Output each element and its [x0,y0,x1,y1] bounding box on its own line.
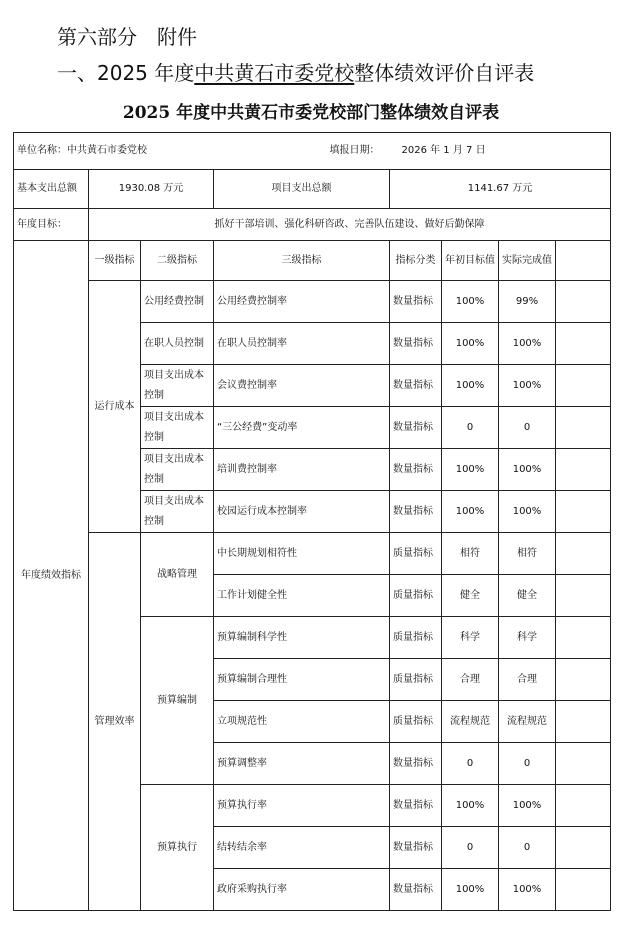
target-cell: 100% [442,491,499,533]
target-cell: 100% [442,785,499,827]
header-level2: 二级指标 [141,241,214,281]
header-level1: 一级指标 [89,241,141,281]
category-cell: 数量指标 [390,743,442,785]
empty-cell [556,575,611,617]
level3-cell: 预算调整率 [214,743,390,785]
empty-cell [556,365,611,407]
actual-cell: 相符 [499,533,556,575]
target-cell: 合理 [442,659,499,701]
subtitle-unit-name: 中共黄石市委党校 [194,61,355,85]
subtitle-prefix: 一、2025 年度 [57,61,195,85]
empty-cell [556,241,611,281]
annual-goal-value: 抓好干部培训、强化科研咨政、完善队伍建设、做好后勤保障 [89,209,611,241]
actual-cell: 流程规范 [499,701,556,743]
actual-cell: 0 [499,827,556,869]
target-cell: 0 [442,827,499,869]
category-cell: 质量指标 [390,533,442,575]
category-cell: 数量指标 [390,323,442,365]
category-cell: 数量指标 [390,365,442,407]
fill-date-cell [329,133,611,170]
annual-indicator-label: 年度绩效指标 [14,241,89,911]
actual-cell: 100% [499,323,556,365]
category-cell: 质量指标 [390,575,442,617]
unit-name-value: 中共黄石市委党校 [67,145,147,156]
header-target: 年初目标值 [442,241,499,281]
category-cell: 质量指标 [390,701,442,743]
level2-cell: 项目支出成本控制 [141,407,214,449]
level3-cell: 政府采购执行率 [214,869,390,911]
actual-cell: 科学 [499,617,556,659]
header-level3: 三级指标 [214,241,390,281]
project-expense-value: 1141.67 万元 [390,170,611,209]
target-cell: 流程规范 [442,701,499,743]
table-header-row [14,241,611,281]
level3-cell: 在职人员控制率 [214,323,390,365]
actual-cell: 100% [499,365,556,407]
group-label-operating-cost: 运行成本 [89,281,141,533]
category-cell: 数量指标 [390,869,442,911]
subgroup-label-budget-preparation: 预算编制 [141,617,214,785]
level3-cell: 中长期规划相符性 [214,533,390,575]
group-label-management-efficiency: 管理效率 [89,533,141,911]
actual-cell: 100% [499,491,556,533]
basic-expense-value: 1930.08 万元 [89,170,214,209]
fill-date-value: 2026 年 1 月 7 日 [401,145,486,156]
empty-cell [556,743,611,785]
level2-cell: 项目支出成本控制 [141,449,214,491]
actual-cell: 100% [499,449,556,491]
self-evaluation-table [13,132,611,911]
actual-cell: 健全 [499,575,556,617]
empty-cell [556,827,611,869]
category-cell: 数量指标 [390,281,442,323]
target-cell: 健全 [442,575,499,617]
level2-cell: 在职人员控制 [141,323,214,365]
unit-name-label: 单位名称： [17,145,67,156]
level3-cell: 培训费控制率 [214,449,390,491]
level3-cell: “三公经费”变动率 [214,407,390,449]
actual-cell: 合理 [499,659,556,701]
target-cell: 0 [442,743,499,785]
level3-cell: 会议费控制率 [214,365,390,407]
level3-cell: 立项规范性 [214,701,390,743]
target-cell: 科学 [442,617,499,659]
annual-goal-row [14,209,611,241]
empty-cell [556,785,611,827]
annual-goal-label: 年度目标： [14,209,89,241]
expense-row [14,170,611,209]
actual-cell: 100% [499,785,556,827]
level3-cell: 校园运行成本控制率 [214,491,390,533]
level2-cell: 项目支出成本控制 [141,365,214,407]
subtitle-suffix: 整体绩效评价自评表 [354,61,535,85]
level3-cell: 公用经费控制率 [214,281,390,323]
category-cell: 数量指标 [390,491,442,533]
level3-cell: 工作计划健全性 [214,575,390,617]
category-cell: 质量指标 [390,617,442,659]
target-cell: 0 [442,407,499,449]
table-row [14,281,611,323]
actual-cell: 100% [499,869,556,911]
unit-info-row [14,133,611,170]
header-category: 指标分类 [390,241,442,281]
level2-cell: 公用经费控制 [141,281,214,323]
subgroup-label-strategy: 战略管理 [141,533,214,617]
level2-cell: 项目支出成本控制 [141,491,214,533]
basic-expense-label: 基本支出总额 [14,170,89,209]
target-cell: 100% [442,281,499,323]
empty-cell [556,533,611,575]
category-cell: 数量指标 [390,407,442,449]
target-cell: 100% [442,449,499,491]
target-cell: 相符 [442,533,499,575]
target-cell: 100% [442,323,499,365]
level3-cell: 结转结余率 [214,827,390,869]
document-subtitle [57,58,534,88]
subgroup-label-budget-execution: 预算执行 [141,785,214,911]
empty-cell [556,449,611,491]
category-cell: 数量指标 [390,785,442,827]
level3-cell: 预算编制科学性 [214,617,390,659]
target-cell: 100% [442,365,499,407]
actual-cell: 0 [499,743,556,785]
empty-cell [556,617,611,659]
table-title: 2025 年度中共黄石市委党校部门整体绩效自评表 [122,103,500,123]
empty-cell [556,491,611,533]
level3-cell: 预算执行率 [214,785,390,827]
empty-cell [556,407,611,449]
empty-cell [556,659,611,701]
actual-cell: 99% [499,281,556,323]
actual-cell: 0 [499,407,556,449]
section-heading: 第六部分 附件 [57,25,197,49]
target-cell: 100% [442,869,499,911]
project-expense-label: 项目支出总额 [214,170,390,209]
empty-cell [556,323,611,365]
category-cell: 质量指标 [390,659,442,701]
level3-cell: 预算编制合理性 [214,659,390,701]
empty-cell [556,281,611,323]
header-actual: 实际完成值 [499,241,556,281]
empty-cell [556,869,611,911]
table-row [14,533,611,575]
empty-cell [556,701,611,743]
category-cell: 数量指标 [390,449,442,491]
category-cell: 数量指标 [390,827,442,869]
fill-date-label: 填报日期： [329,145,380,156]
